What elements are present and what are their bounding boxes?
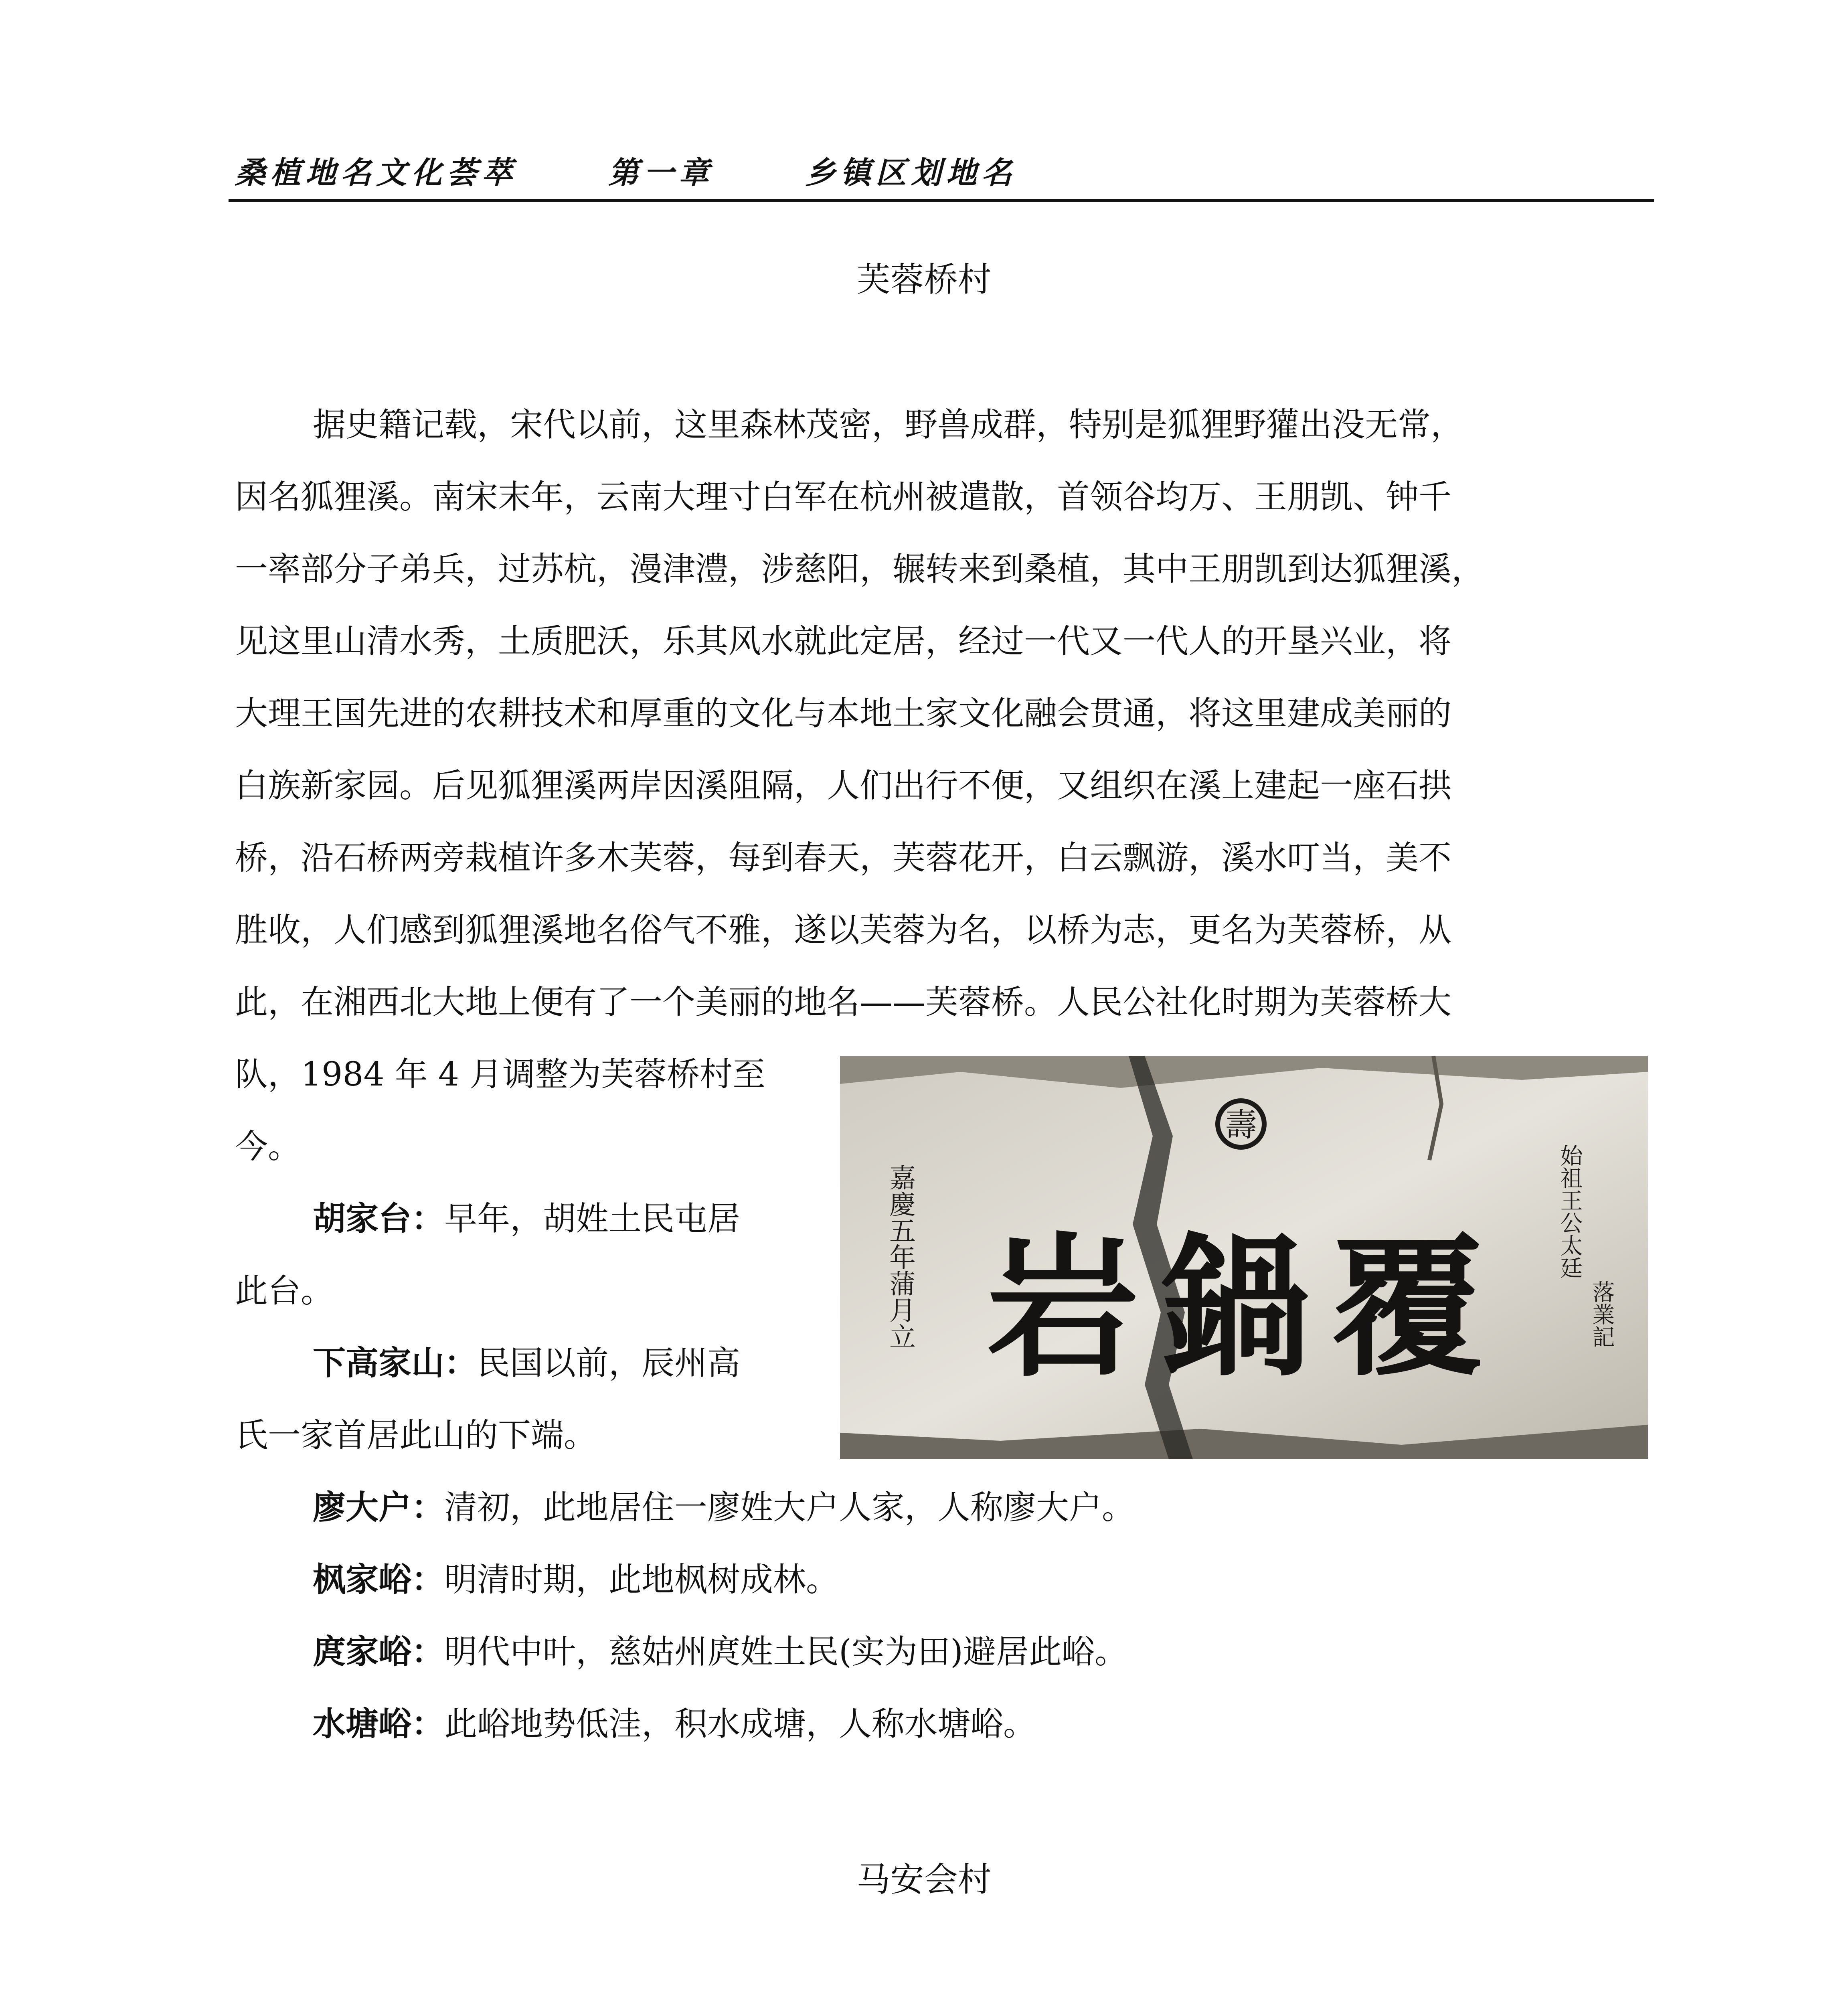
place-entry [313, 1544, 839, 1616]
plaque-left-inscription: 嘉慶五年蒲月立 [885, 1164, 916, 1349]
paragraph-line: 白族新家园。后见狐狸溪两岸因溪阻隔，人们出行不便，又组织在溪上建起一座石拱 [235, 767, 1452, 805]
place-name: 水塘峪： [313, 1705, 445, 1743]
section-title-maanhui: 马安会村 [856, 1860, 992, 1899]
place-desc-cont: 此台。 [235, 1272, 334, 1310]
place-desc: 明清时期，此地枫树成林。 [444, 1561, 839, 1599]
plaque-main-inscription: 岩鍋覆 [986, 1217, 1504, 1397]
place-name: 胡家台： [313, 1200, 445, 1238]
paragraph-line: 今。 [235, 1128, 301, 1166]
header-section: 乡镇区划地名 [805, 155, 1017, 190]
section-title-furongqiao: 芙蓉桥村 [856, 260, 992, 299]
paragraph-line: 桥，沿石桥两旁栽植许多木芙蓉，每到春天，芙蓉花开，白云飘游，溪水叮当，美不 [235, 839, 1452, 877]
header-chapter: 第一章 [608, 155, 714, 190]
place-entry [313, 1472, 1135, 1544]
paragraph-line [313, 1989, 1463, 2005]
paragraph-line: 队，1984 年 4 月调整为芙蓉桥村至 [235, 1055, 766, 1094]
place-name: 庹家峪： [313, 1633, 445, 1671]
place-desc-cont: 氏一家首居此山的下端。 [235, 1416, 597, 1454]
paragraph-line: 胜收，人们感到狐狸溪地名俗气不雅，遂以芙蓉为名，以桥为志，更名为芙蓉桥，从 [235, 911, 1452, 949]
place-entry [313, 1327, 740, 1399]
paragraph-line: 大理王国先进的农耕技术和厚重的文化与本地土家文化融会贯通，将这里建成美丽的 [235, 695, 1452, 733]
header-rule [229, 199, 1654, 202]
place-entry [313, 1183, 740, 1255]
paragraph-line: 一率部分子弟兵，过苏杭，漫津澧，涉慈阳，辗转来到桑植，其中王朋凯到达狐狸溪， [235, 550, 1485, 588]
place-desc: 清初，此地居住一廖姓大户人家，人称廖大户。 [444, 1489, 1135, 1527]
place-desc: 此峪地势低洼，积水成塘，人称水塘峪。 [444, 1705, 1036, 1743]
plaque-photo [840, 1056, 1648, 1459]
plaque-right-inscription-1: 始祖王公太廷 [1557, 1144, 1583, 1279]
place-name: 廖大户： [313, 1489, 445, 1527]
seal-character: 壽 [1225, 1106, 1257, 1144]
plaque-right-inscription-2: 落業記 [1589, 1280, 1615, 1348]
place-name: 下高家山： [313, 1344, 478, 1382]
paragraph-line: 因名狐狸溪。南宋末年，云南大理寸白军在杭州被遣散，首领谷均万、王朋凯、钟千 [235, 478, 1452, 516]
place-entry [313, 1688, 1036, 1760]
place-desc: 明代中叶，慈姑州庹姓土民(实为田)避居此峪。 [444, 1633, 1127, 1671]
paragraph-line: 此，在湘西北大地上便有了一个美丽的地名——芙蓉桥。人民公社化时期为芙蓉桥大 [235, 983, 1452, 1021]
paragraph-line: 据史籍记载，宋代以前，这里森林茂密，野兽成群，特别是狐狸野獾出没无常， [313, 406, 1464, 444]
place-desc: 民国以前，辰州高 [477, 1344, 741, 1382]
running-header [235, 148, 1017, 192]
header-book-title: 桑植地名文化荟萃 [235, 155, 517, 190]
plaque-photo-svg [840, 1056, 1648, 1459]
place-desc: 早年，胡姓土民屯居 [444, 1200, 741, 1238]
place-entry [313, 1616, 1127, 1688]
paragraph-line: 见这里山清水秀，土质肥沃，乐其风水就此定居，经过一代又一代人的开垦兴业，将 [235, 622, 1452, 660]
place-name: 枫家峪： [313, 1561, 445, 1599]
